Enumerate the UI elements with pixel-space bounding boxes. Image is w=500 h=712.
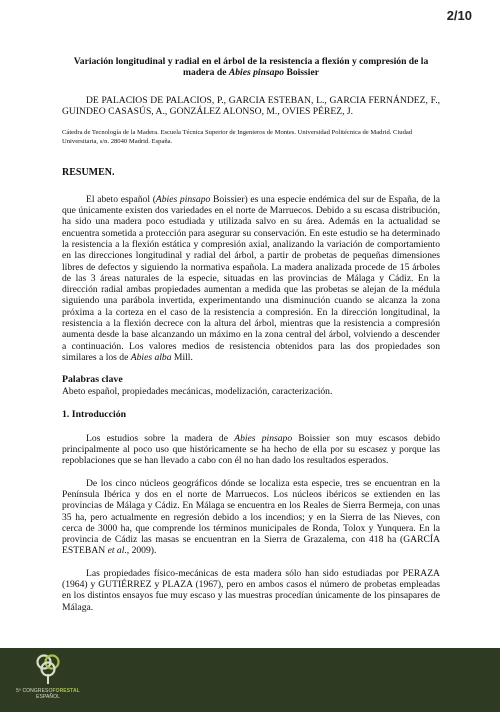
abstract-text: [62, 194, 440, 363]
abstract-text-part: Mill.: [171, 351, 193, 363]
logo-caption-highlight: FORESTAL: [52, 688, 80, 694]
title-suffix: Boissier: [284, 67, 319, 79]
abstract-text-part: El abeto español (: [86, 193, 156, 205]
page-number: 2/10: [446, 8, 472, 23]
intro-species: Abies pinsapo: [234, 432, 293, 444]
keywords-text: Abeto español, propiedades mecánicas, modelización, caracterización.: [62, 385, 333, 397]
keywords-heading: Palabras clave: [62, 374, 123, 386]
citation-et-al: et al: [107, 545, 125, 557]
logo-caption-prefix: 5º CONGRESO: [16, 688, 53, 694]
intro-text-part: ., 2009).: [124, 545, 157, 557]
tree-leaf-icon: [33, 652, 63, 688]
intro-paragraph-1: [62, 433, 440, 467]
intro-text-part: Los estudios sobre la madera de: [86, 432, 235, 444]
abstract-species: Abies pinsapo: [155, 193, 211, 205]
abstract-text-part: Boissier) es una especie endémica del sur de España, de la que únicamente existen dos variedades en el norte de Marruecos. Debido a su escasa distribución, ha sido una madera poco estudiada y utilizada salvo en su área. Además en la actualidad se encuentra sometida a protección para asegurar su conservación. En este estudio se ha determinado la resistencia a la flexión estática y compresión axial, analizando la variación de comportamiento en las direcciones longitudinal y radial del árbol, a partir de probetas de pequeñas dimensiones libres de defectos y siguiendo la normativa española. La madera analizada procede de 15 árboles de las 3 áreas naturales de la especie, situadas en las provincias de Málaga y Cádiz. En la dirección radial ambas propiedades aumentan a medida que las probetas se alejan de la médula siguiendo una parábola invertida, experimentando una disminución cuando se alcanza la zona próxima a la corteza en el caso de la resistencia a compresión. En la dirección longitudinal, la resistencia a la flexión decrece con la altura del árbol, mientras que la resistencia a compresión aumenta desde la base alcanzando un máximo en la zona central del árbol, volviendo a descender a continuación. Los valores medios de resistencia obtenidos para las dos propiedades son similares a los de: [62, 193, 440, 363]
paper-title: [62, 56, 440, 79]
paper-body: [62, 56, 440, 624]
logo-caption-line2: ESPAÑOL: [36, 694, 60, 700]
intro-paragraph-2: [62, 478, 440, 557]
abstract-species: Abies alba: [130, 351, 172, 363]
intro-text-part: Boissier son muy escasos debido principalmente al poco uso que históricamente se ha hecho de ella por su escasez y porque las repoblaciones que se han llevado a cabo con él no han dado los resultados esperados.: [62, 432, 440, 467]
intro-text-part: De los cinco núcleos geográficos dónde se localiza esta especie, tres se encuentran en la Península Ibérica y dos en el norte de Marruecos. Los núcleos ibéricos se extienden en las provincias de Málaga y Cádiz. En Málaga se encuentra en los Reales de Sierra Bermeja, con unas 35 ha, pero actualmente en regresión debido a los incendios; y en la Sierra de las Nieves, con cerca de 3000 ha, que comprende los términos municipales de Ronda, Tolox y Yunquera. En la provincia de Cádiz las masas se encuentran en la Sierra de Grazalema, con 418 ha (GARCÍA ESTEBAN: [62, 477, 440, 557]
affiliation: Cátedra de Tecnología de la Madera. Escuela Técnica Superior de Ingenieros de Montes. Universidad Politécnica de Madrid. Ciudad Universitaria, s/n. 28040 Madrid. España.: [62, 128, 413, 145]
section-heading-intro: 1. Introducción: [62, 409, 127, 421]
intro-paragraph-3: Las propiedades físico-mecánicas de esta madera sólo han sido estudiadas por PERAZA (1964) y GUTIÉRREZ y PLAZA (1967), pero en ambos casos el número de probetas empleadas en los distintos ensayos fue muy escaso y las muestras procedían únicamente de los pinsapares de Málaga.: [62, 567, 440, 613]
title-text: Variación longitudinal y radial en el árbol de la resistencia a flexión y compresión de la madera de: [73, 56, 429, 79]
abstract-heading: RESUMEN.: [62, 166, 115, 178]
congress-logo: [16, 652, 80, 708]
title-species: Abies pinsapo: [228, 67, 285, 79]
footer-band: [0, 648, 500, 712]
logo-caption: [14, 688, 82, 700]
author-list: DE PALACIOS DE PALACIOS, P., GARCIA ESTEBAN, L., GARCIA FERNÁNDEZ, F., GUINDEO CASASÚS, A., GONZÁLEZ ALONSO, M., OVIES PÉREZ, J.: [62, 94, 440, 118]
